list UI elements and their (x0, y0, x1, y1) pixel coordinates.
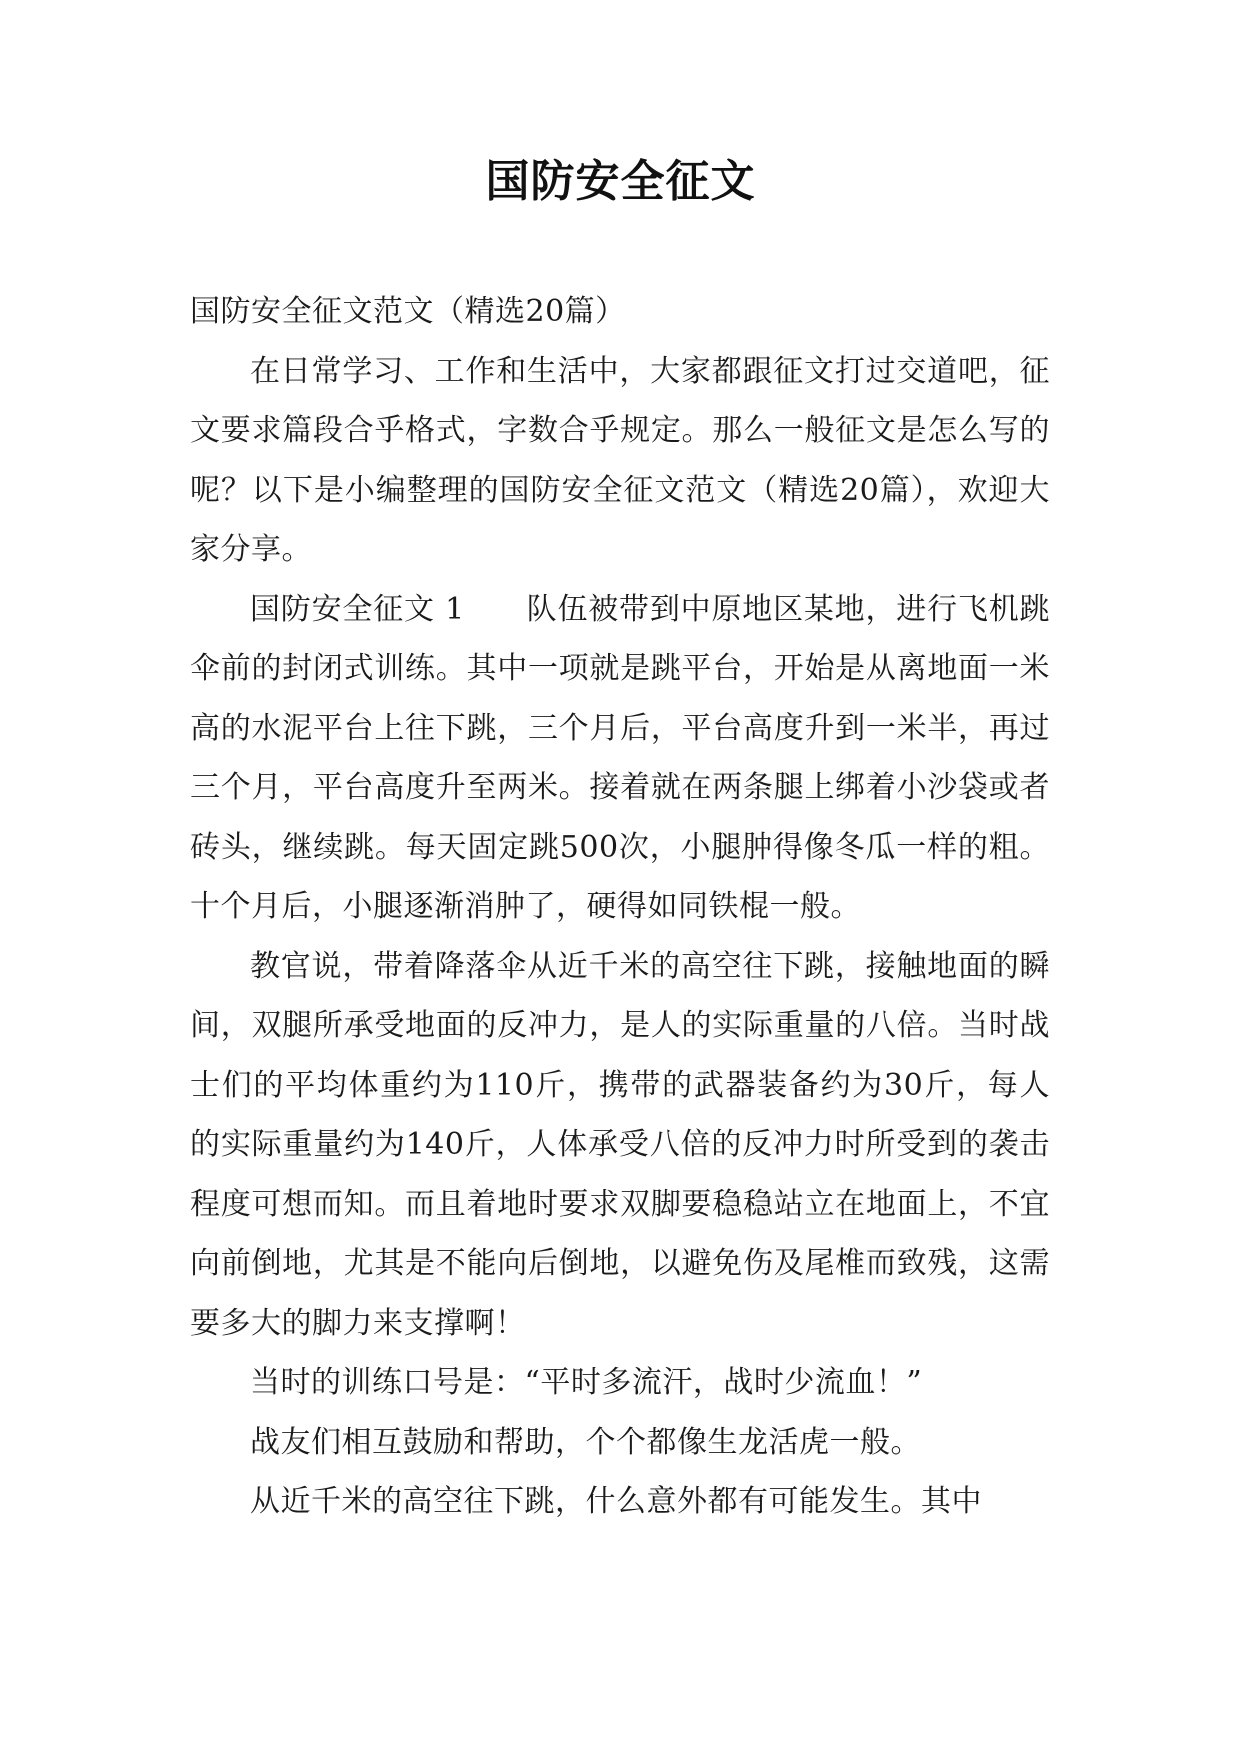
slogan-paragraph: 当时的训练口号是：“平时多流汗，战时少流血！” (250, 1365, 923, 1400)
instructor-paragraph: 教官说，带着降落伞从近千米的高空往下跳，接触地面的瞬间，双腿所承受地面的反冲力，是人的实际重量的八倍。当时战士们的平均体重约为110斤，携带的武器装备约为30斤，每人的实际重量约为140斤，人体承受八倍的反冲力时所受到的袭击程度可想而知。而且着地时要求双脚要稳稳站立在地面上，不宜向前倒地，尤其是不能向后倒地，以避免伤及尾椎而致残，这需要多大的脚力来支撑啊！ (190, 948, 1050, 1341)
comrades-paragraph: 战友们相互鼓励和帮助，个个都像生龙活虎一般。 (250, 1424, 921, 1460)
document-title: 国防安全征文 (485, 156, 756, 207)
accident-paragraph: 从近千米的高空往下跳，什么意外都有可能发生。其中 (250, 1484, 982, 1519)
subtitle-paragraph: 国防安全征文范文（精选20篇） (190, 294, 626, 329)
essay-1-paragraph: 国防安全征文 1 队伍被带到中原地区某地，进行飞机跳伞前的封闭式训练。其中一项就是跳平台，开始是从离地面一米高的水泥平台上往下跳，三个月后，平台高度升到一米半，再过三个月，平台高度升至两米。接着就在两条腿上绑着小沙袋或者砖头，继续跳。每天固定跳500次，小腿肿得像冬瓜一样的粗。十个月后，小腿逐渐消肿了，硬得如同铁棍一般。 (190, 591, 1050, 924)
intro-paragraph: 在日常学习、工作和生活中，大家都跟征文打过交道吧，征文要求篇段合乎格式，字数合乎规定。那么一般征文是怎么写的呢？以下是小编整理的国防安全征文范文（精选20篇），欢迎大家分享。 (190, 353, 1050, 567)
document-body (190, 282, 1050, 1532)
